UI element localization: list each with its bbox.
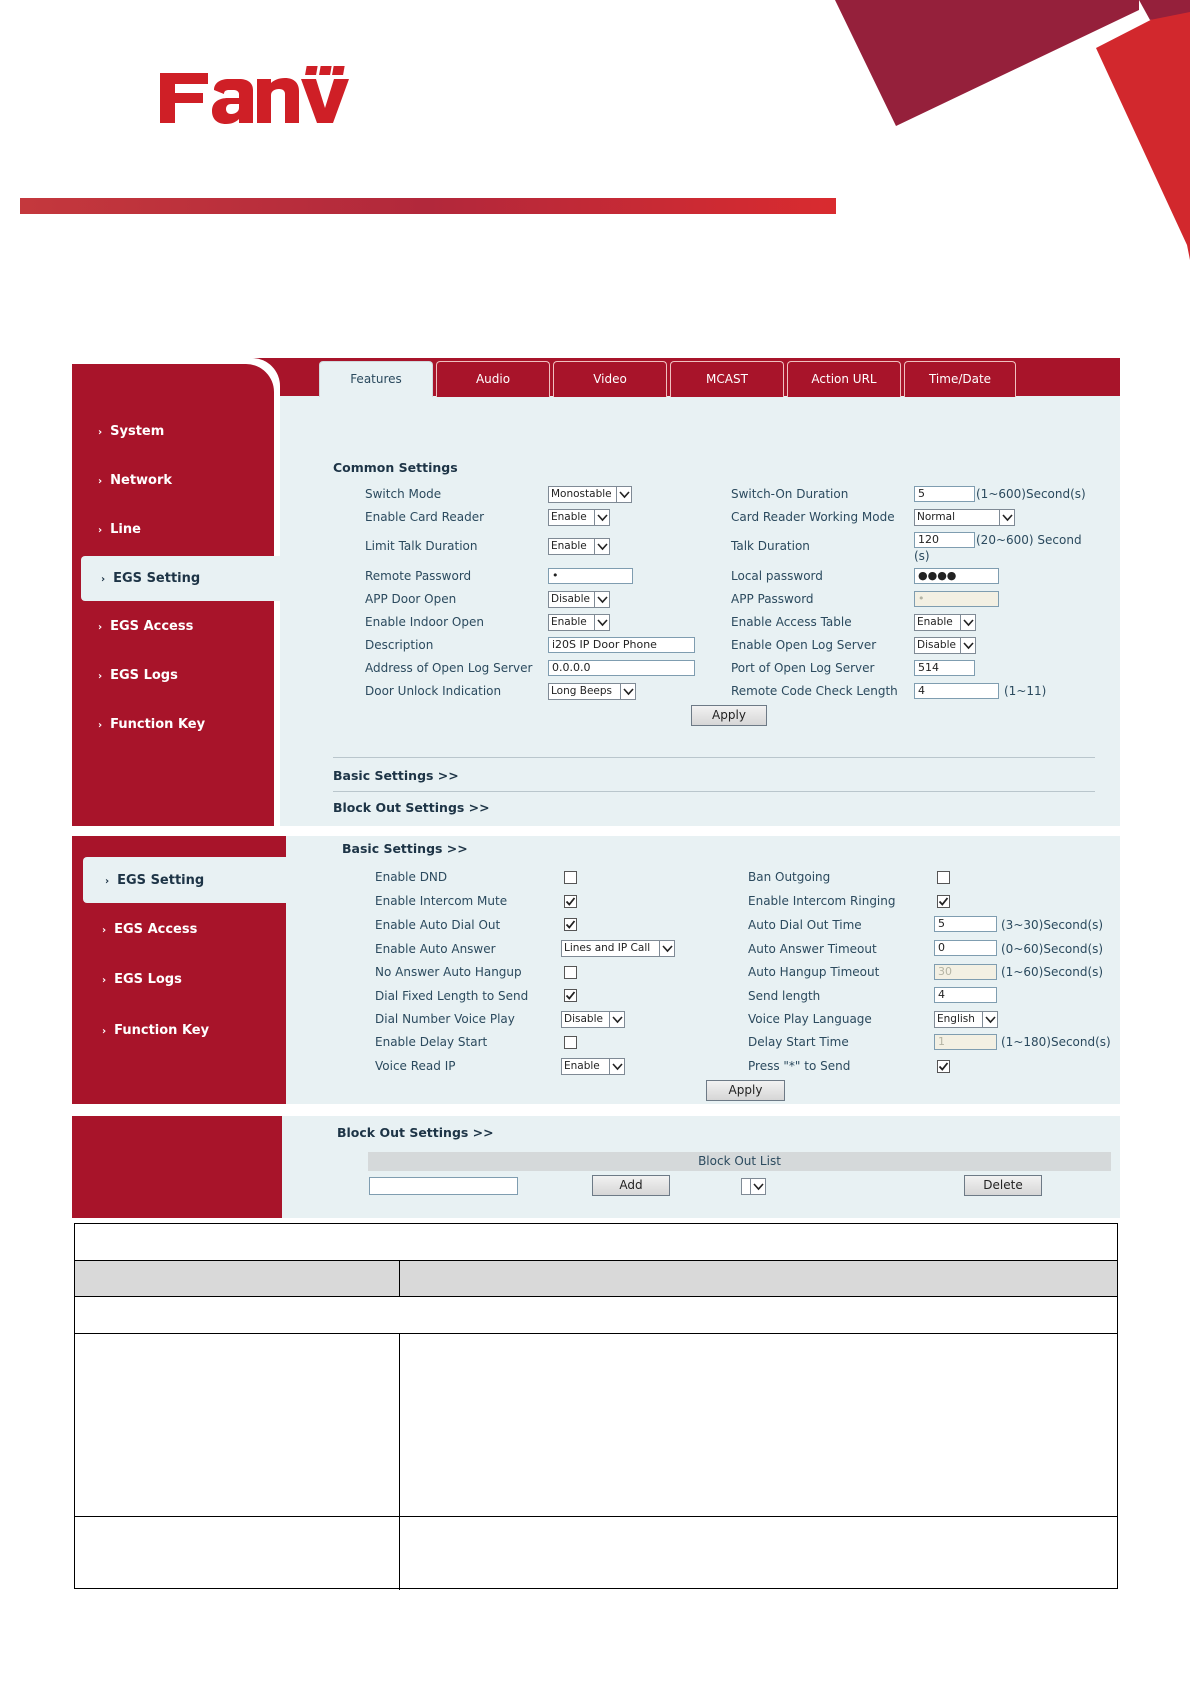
app-door-open-label: APP Door Open [365, 592, 457, 606]
chevron-down-icon [982, 1012, 997, 1027]
open-log-address-input[interactable]: 0.0.0.0 [548, 660, 695, 676]
sidebar-item-egs-logs[interactable]: › EGS Logs [98, 668, 178, 683]
chevron-right-icon: › [98, 525, 103, 536]
sidebar-item-egs-access[interactable]: › EGS Access [102, 922, 198, 937]
app-password-label: APP Password [731, 592, 814, 606]
no-answer-hangup-label: No Answer Auto Hangup [375, 965, 522, 979]
remote-password-label: Remote Password [365, 569, 472, 583]
ban-outgoing-label: Ban Outgoing [748, 870, 831, 884]
intercom-mute-checkbox[interactable] [564, 895, 577, 908]
sidebar-item-function-key[interactable]: › Function Key [98, 717, 206, 732]
sidebar-item-network[interactable]: › Network [98, 473, 173, 488]
table-column-divider [399, 1333, 400, 1590]
sidebar-item-egs-setting[interactable]: › EGS Setting [81, 556, 280, 601]
dial-voice-play-label: Dial Number Voice Play [375, 1012, 515, 1026]
block-out-number-input[interactable] [369, 1177, 518, 1195]
chevron-right-icon: › [98, 720, 103, 731]
description-label: Description [365, 638, 434, 652]
switch-on-duration-label: Switch-On Duration [731, 487, 849, 501]
intercom-mute-label: Enable Intercom Mute [375, 894, 508, 908]
door-unlock-select[interactable]: Long Beeps [548, 683, 636, 700]
dial-voice-play-select[interactable]: Disable [561, 1011, 625, 1028]
chevron-down-icon [609, 1012, 624, 1027]
description-input[interactable]: i20S IP Door Phone [548, 637, 695, 653]
app-door-open-select[interactable]: Disable [548, 591, 610, 608]
check-icon [565, 990, 576, 1001]
remote-password-input[interactable]: • [548, 568, 633, 584]
parameter-table [74, 1223, 1118, 1589]
enable-dnd-checkbox[interactable] [564, 871, 577, 884]
delay-start-time-input[interactable]: 1 [934, 1034, 997, 1050]
block-out-settings-link[interactable]: Block Out Settings >> [333, 800, 490, 815]
talk-duration-hint-unit: (s) [914, 549, 930, 563]
card-reader-mode-label: Card Reader Working Mode [731, 510, 895, 524]
ban-outgoing-checkbox[interactable] [937, 871, 950, 884]
table-row-divider [75, 1516, 1117, 1517]
chevron-down-icon [594, 539, 609, 554]
auto-answer-label: Enable Auto Answer [375, 942, 496, 956]
switch-on-duration-input[interactable]: 5 [914, 486, 975, 502]
block-out-list-header: Block Out List [368, 1152, 1111, 1171]
open-log-address-label: Address of Open Log Server [365, 661, 533, 675]
talk-duration-input[interactable]: 120 [914, 532, 975, 548]
chevron-right-icon: › [105, 876, 110, 887]
chevron-right-icon: › [101, 574, 106, 585]
table-row-divider [75, 1296, 1117, 1297]
enable-dnd-label: Enable DND [375, 870, 448, 884]
check-icon [565, 919, 576, 930]
sidebar-item-egs-logs[interactable]: › EGS Logs [102, 972, 182, 987]
send-length-input[interactable]: 4 [934, 987, 997, 1003]
open-log-enable-select[interactable]: Disable [914, 637, 976, 654]
chevron-right-icon: › [102, 1026, 107, 1037]
table-header-row [75, 1260, 1117, 1296]
sidebar-item-line[interactable]: › Line [98, 522, 141, 537]
voice-read-ip-label: Voice Read IP [375, 1059, 456, 1073]
header-decoration [0, 0, 1190, 260]
open-log-port-label: Port of Open Log Server [731, 661, 875, 675]
voice-play-language-select[interactable]: English [934, 1011, 998, 1028]
auto-hangup-timeout-label: Auto Hangup Timeout [748, 965, 880, 979]
indoor-open-label: Enable Indoor Open [365, 615, 484, 629]
access-table-label: Enable Access Table [731, 615, 852, 629]
basic-apply-button[interactable]: Apply [706, 1080, 785, 1101]
dial-fixed-length-checkbox[interactable] [564, 989, 577, 1002]
indoor-open-select[interactable]: Enable [548, 614, 610, 631]
auto-answer-select[interactable]: Lines and IP Call [561, 940, 675, 957]
tab-video[interactable]: Video [553, 361, 667, 397]
delay-start-label: Enable Delay Start [375, 1035, 488, 1049]
auto-answer-timeout-input[interactable]: 0 [934, 940, 997, 956]
fanvil-logo [158, 64, 353, 124]
chevron-down-icon [960, 638, 975, 653]
basic-settings-link[interactable]: Basic Settings >> [333, 768, 459, 783]
chevron-right-icon: › [98, 476, 103, 487]
sidebar-item-function-key[interactable]: › Function Key [102, 1023, 210, 1038]
auto-dial-out-label: Enable Auto Dial Out [375, 918, 501, 932]
sidebar-item-egs-setting[interactable]: › EGS Setting [83, 857, 286, 903]
door-unlock-label: Door Unlock Indication [365, 684, 502, 698]
limit-talk-select[interactable]: Enable [548, 538, 610, 555]
common-settings-title: Common Settings [333, 460, 458, 475]
app-password-input[interactable]: • [914, 591, 999, 607]
delay-start-checkbox[interactable] [564, 1036, 577, 1049]
chevron-down-icon [616, 487, 631, 502]
press-star-send-label: Press "*" to Send [748, 1059, 851, 1073]
dial-fixed-length-label: Dial Fixed Length to Send [375, 989, 529, 1003]
chevron-right-icon: › [98, 671, 103, 682]
divider [333, 791, 1095, 792]
table-row-divider [75, 1333, 1117, 1334]
switch-mode-label: Switch Mode [365, 487, 442, 501]
switch-mode-select[interactable]: Monostable [548, 486, 632, 503]
tab-features[interactable]: Features [319, 361, 433, 397]
chevron-right-icon: › [98, 427, 103, 438]
table-column-divider [399, 1260, 400, 1296]
chevron-down-icon [960, 615, 975, 630]
divider [333, 757, 1095, 758]
voice-play-language-label: Voice Play Language [748, 1012, 872, 1026]
chevron-down-icon [750, 1179, 765, 1194]
chevron-down-icon [659, 941, 674, 956]
block-out-list-select[interactable] [741, 1178, 766, 1195]
block-out-delete-button[interactable]: Delete [964, 1175, 1042, 1196]
talk-duration-hint: (20~600) Second [976, 533, 1082, 547]
no-answer-hangup-checkbox[interactable] [564, 966, 577, 979]
remote-code-length-label: Remote Code Check Length [731, 684, 898, 698]
sidebar-item-system[interactable]: › System [98, 424, 165, 439]
auto-dial-out-checkbox[interactable] [564, 918, 577, 931]
auto-answer-timeout-hint: (0~60)Second(s) [1001, 942, 1104, 956]
auto-hangup-timeout-input[interactable]: 30 [934, 964, 997, 980]
auto-answer-timeout-label: Auto Answer Timeout [748, 942, 877, 956]
chevron-down-icon [620, 684, 635, 699]
header-bar [20, 198, 836, 214]
chevron-down-icon [594, 510, 609, 525]
card-reader-label: Enable Card Reader [365, 510, 485, 524]
remote-code-length-input[interactable]: 4 [914, 683, 999, 699]
tab-time-date[interactable]: Time/Date [904, 361, 1016, 397]
auto-dial-out-time-hint: (3~30)Second(s) [1001, 918, 1104, 932]
delay-start-time-label: Delay Start Time [748, 1035, 849, 1049]
local-password-label: Local password [731, 569, 823, 583]
table-row-divider [75, 1260, 1117, 1261]
limit-talk-label: Limit Talk Duration [365, 539, 478, 553]
intercom-ringing-label: Enable Intercom Ringing [748, 894, 896, 908]
chevron-down-icon [999, 510, 1014, 525]
chevron-down-icon [594, 592, 609, 607]
card-reader-mode-select[interactable]: Normal [914, 509, 1015, 526]
press-star-send-checkbox[interactable] [937, 1060, 950, 1073]
chevron-down-icon [594, 615, 609, 630]
chevron-down-icon [609, 1059, 624, 1074]
check-icon [938, 896, 949, 907]
sidebar-item-egs-access[interactable]: › EGS Access [98, 619, 194, 634]
card-reader-select[interactable]: Enable [548, 509, 610, 526]
delay-start-time-hint: (1~180)Second(s) [1001, 1035, 1111, 1049]
tab-mcast[interactable]: MCAST [670, 361, 784, 397]
switch-on-duration-hint: (1~600)Second(s) [976, 487, 1086, 501]
tab-audio[interactable]: Audio [436, 361, 550, 397]
block-out-title: Block Out Settings >> [337, 1125, 494, 1140]
chevron-right-icon: › [98, 622, 103, 633]
tab-action-url[interactable]: Action URL [787, 361, 901, 397]
sidebar-blockout [72, 1116, 282, 1218]
block-out-add-button[interactable]: Add [592, 1175, 670, 1196]
talk-duration-label: Talk Duration [731, 539, 810, 553]
remote-code-length-hint: (1~11) [1004, 684, 1047, 698]
open-log-port-input[interactable]: 514 [914, 660, 975, 676]
check-icon [565, 896, 576, 907]
auto-hangup-timeout-hint: (1~60)Second(s) [1001, 965, 1104, 979]
open-log-enable-label: Enable Open Log Server [731, 638, 877, 652]
auto-dial-out-time-label: Auto Dial Out Time [748, 918, 862, 932]
auto-dial-out-time-input[interactable]: 5 [934, 916, 997, 932]
access-table-select[interactable]: Enable [914, 614, 976, 631]
intercom-ringing-checkbox[interactable] [937, 895, 950, 908]
local-password-input[interactable]: ●●●● [914, 568, 999, 584]
basic-settings-title: Basic Settings >> [342, 841, 468, 856]
chevron-right-icon: › [102, 975, 107, 986]
common-apply-button[interactable]: Apply [691, 705, 767, 726]
send-length-label: Send length [748, 989, 821, 1003]
chevron-right-icon: › [102, 925, 107, 936]
voice-read-ip-select[interactable]: Enable [561, 1058, 625, 1075]
check-icon [938, 1061, 949, 1072]
